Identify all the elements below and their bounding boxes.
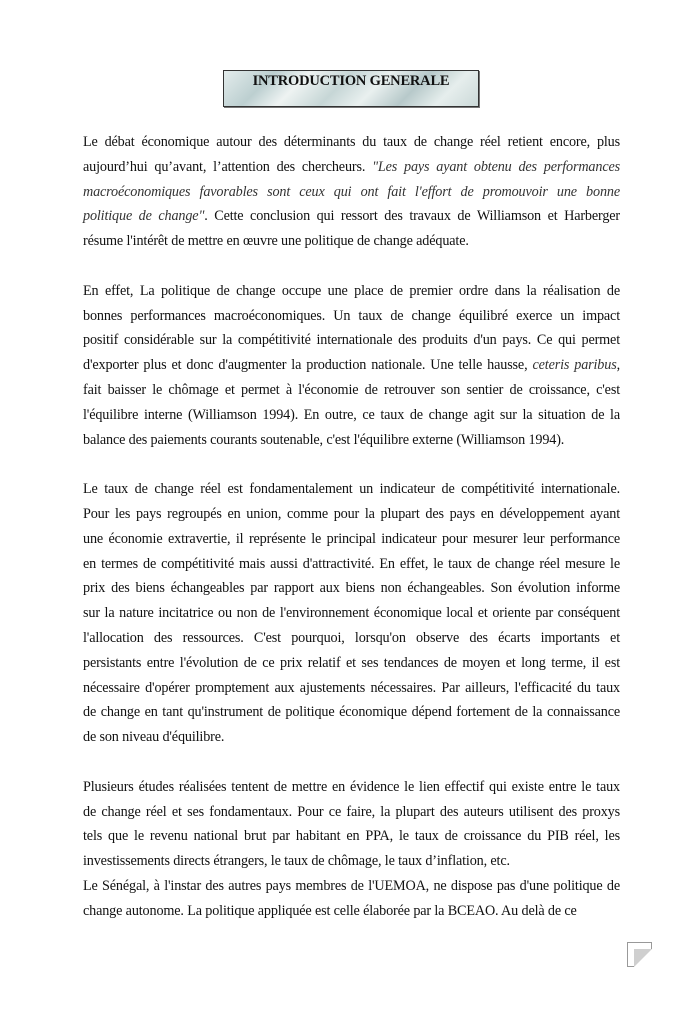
page-number-box: [627, 942, 652, 967]
text-line: persistants entre l'évolution de ce prix relatif et ses tendances de moyen et long terme, il est: [83, 654, 620, 671]
text-line: Pour les pays regroupés en union, comme pour la plupart des pays en développement ayant: [83, 505, 620, 522]
text-line: Plusieurs études réalisées tentent de mettre en évidence le lien effectif qui existe entre le taux: [83, 778, 620, 795]
text-line: change autonome. La politique appliquée est celle élaborée par la BCEAO. Au delà de ce: [83, 902, 577, 919]
text-span: ,: [616, 357, 620, 374]
text-line: [83, 353, 620, 378]
text-line: [83, 155, 620, 180]
text-line: prix des biens échangeables par rapport aux biens non échangeables. Son évolution informe: [83, 580, 620, 597]
paragraph-2: [83, 279, 620, 453]
text-line: résume l'intérêt de mettre en œuvre une politique de change adéquate.: [83, 233, 469, 250]
page-fold-icon: [634, 949, 652, 967]
text-line: balance des paiements courants soutenable, c'est l'équilibre externe (Williamson 1994).: [83, 431, 565, 448]
text-span: d'exporter plus et donc d'augmenter la production nationale. Une telle hausse,: [83, 357, 533, 374]
quote-text: "Les pays ayant obtenu des performances: [372, 158, 620, 175]
text-line: [83, 204, 620, 229]
page-number: 1: [637, 948, 642, 959]
section-title-box: [223, 70, 479, 107]
text-line: l'équilibre interne (Williamson 1994). En outre, ce taux de change agit sur la situation de la: [83, 406, 620, 423]
text-line: en termes de compétitivité mais aussi d'attractivité. En effet, le taux de change réel mesure le: [83, 555, 620, 572]
text-line: de change réel et ses fondamentaux. Pour ce faire, la plupart des auteurs utilisent des proxys: [83, 803, 620, 820]
paragraph-1: [83, 130, 620, 254]
text-span: . Cette conclusion qui ressort des travaux de Williamson et Harberger: [204, 208, 620, 225]
text-line: sur la nature incitatrice ou non de l'environnement économique local et oriente par conséquent: [83, 605, 620, 622]
text-line: une économie extravertie, il représente le principal indicateur pour mesurer leur performance: [83, 530, 620, 547]
quote-line: macroéconomiques favorables sont ceux qui ont fait l'effort de promouvoir une bonne: [83, 183, 620, 200]
text-line: Le taux de change réel est fondamentalement un indicateur de compétitivité internationale.: [83, 481, 620, 498]
text-line: Le Sénégal, à l'instar des autres pays membres de l'UEMOA, ne dispose pas d'une politique de: [83, 877, 620, 894]
paragraph-4: [83, 775, 620, 924]
latin-phrase: ceteris paribus: [532, 357, 617, 374]
section-title: INTRODUCTION GENERALE: [252, 73, 450, 89]
text-line: bonnes performances macroéconomiques. Un taux de change équilibré exerce un impact: [83, 307, 620, 324]
text-line: En effet, La politique de change occupe une place de premier ordre dans la réalisation de: [83, 282, 620, 299]
body-text: [83, 130, 620, 948]
text-line: Le débat économique autour des déterminants du taux de change réel retient encore, plus: [83, 134, 620, 150]
quote-text: politique de change": [83, 208, 205, 225]
text-span: aujourd’hui qu’avant, l’attention des chercheurs.: [83, 158, 373, 175]
text-line: tels que le revenu national brut par habitant en PPA, le taux de croissance du PIB réel, les: [83, 828, 620, 845]
text-line: l'allocation des ressources. C'est pourquoi, lorsqu'on observe des écarts importants et: [83, 629, 620, 646]
text-line: nécessaire d'opérer promptement aux ajustements nécessaires. Par ailleurs, l'efficacité du taux: [83, 679, 620, 696]
text-line: positif considérable sur la compétitivité internationale des produits d'un pays. Ce qui permet: [83, 332, 620, 349]
text-line: de son niveau d'équilibre.: [83, 729, 225, 746]
paragraph-3: [83, 477, 620, 750]
text-line: de change en tant qu'instrument de politique économique dépend fortement de la connaissance: [83, 704, 620, 721]
text-line: fait baisser le chômage et permet à l'économie de retrouver son sentier de croissance, c'est: [83, 381, 620, 398]
text-line: investissements directs étrangers, le taux de chômage, le taux d’inflation, etc.: [83, 853, 510, 870]
